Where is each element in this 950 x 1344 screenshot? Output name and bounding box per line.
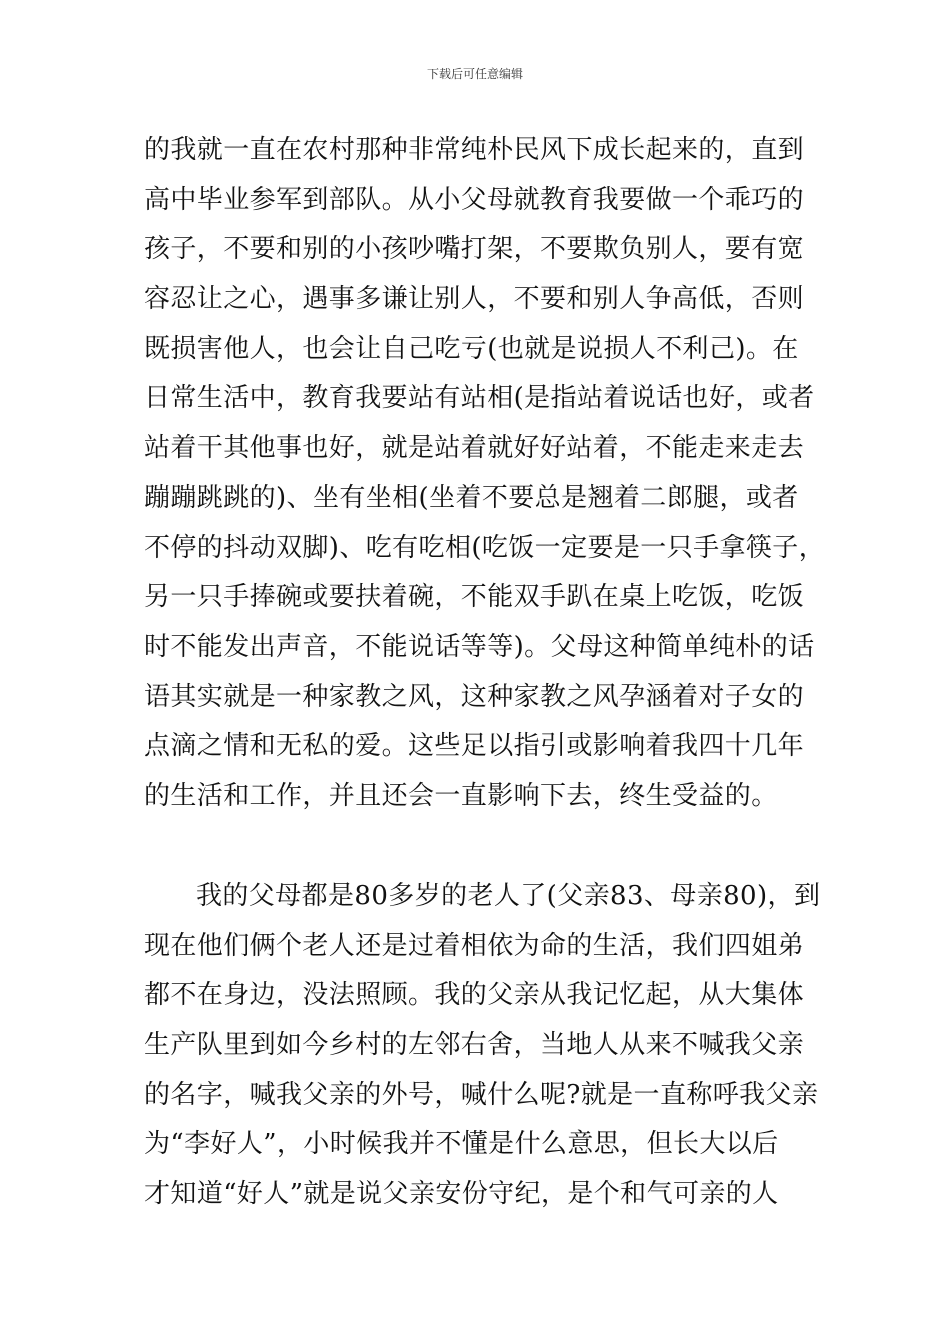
text-line: 的名字，喊我父亲的外号，喊什么呢?就是一直称呼我父亲 [144, 1079, 819, 1110]
text-line: 站着干其他事也好，就是站着就好好站着，不能走来走去 [144, 433, 805, 464]
text-line: 蹦蹦跳跳的)、坐有坐相(坐着不要总是翘着二郎腿，或者 [144, 482, 799, 513]
text-line: 现在他们俩个老人还是过着相依为命的生活，我们四姐弟 [144, 930, 805, 961]
text-line: 点滴之情和无私的爱。这些足以指引或影响着我四十几年 [144, 731, 805, 762]
text-line: 才知道“好人”就是说父亲安份守纪，是个和气可亲的人 [144, 1179, 779, 1210]
text-line: 生产队里到如今乡村的左邻右舍，当地人从来不喊我父亲 [144, 1030, 805, 1061]
text-line: 高中毕业参军到部队。从小父母就教育我要做一个乖巧的 [144, 184, 805, 215]
text-line: 时不能发出声音，不能说话等等)。父母这种简单纯朴的话 [144, 631, 815, 662]
text-line: 既损害他人，也会让自己吃亏(也就是说损人不利己)。在 [144, 333, 799, 364]
text-line: 为“李好人”，小时候我并不懂是什么意思，但长大以后 [144, 1129, 779, 1160]
text-line: 不停的抖动双脚)、吃有吃相(吃饭一定要是一只手拿筷子， [144, 532, 826, 563]
page-header: 下载后可任意编辑 [426, 67, 523, 81]
text-line: 都不在身边，没法照顾。我的父亲从我记忆起，从大集体 [144, 980, 805, 1011]
text-line: 语其实就是一种家教之风，这种家教之风孕涵着对子女的 [144, 681, 805, 712]
text-line: 孩子，不要和别的小孩吵嘴打架，不要欺负别人，要有宽 [144, 234, 805, 265]
text-line: 容忍让之心，遇事多谦让别人，不要和别人争高低，否则 [144, 284, 805, 315]
paragraph-2 [144, 872, 821, 1220]
text-line: 的生活和工作，并且还会一直影响下去，终生受益的。 [144, 780, 778, 811]
text-line: 日常生活中，教育我要站有站相(是指站着说话也好，或者 [144, 383, 815, 414]
text-line-indented: 我的父母都是80多岁的老人了(父亲83、母亲80)，到 [196, 881, 821, 911]
text-line: 另一只手捧碗或要扶着碗，不能双手趴在桌上吃饭，吃饭 [144, 582, 805, 613]
paragraph-1 [144, 126, 826, 822]
text-line: 的我就一直在农村那种非常纯朴民风下成长起来的，直到 [144, 135, 805, 165]
